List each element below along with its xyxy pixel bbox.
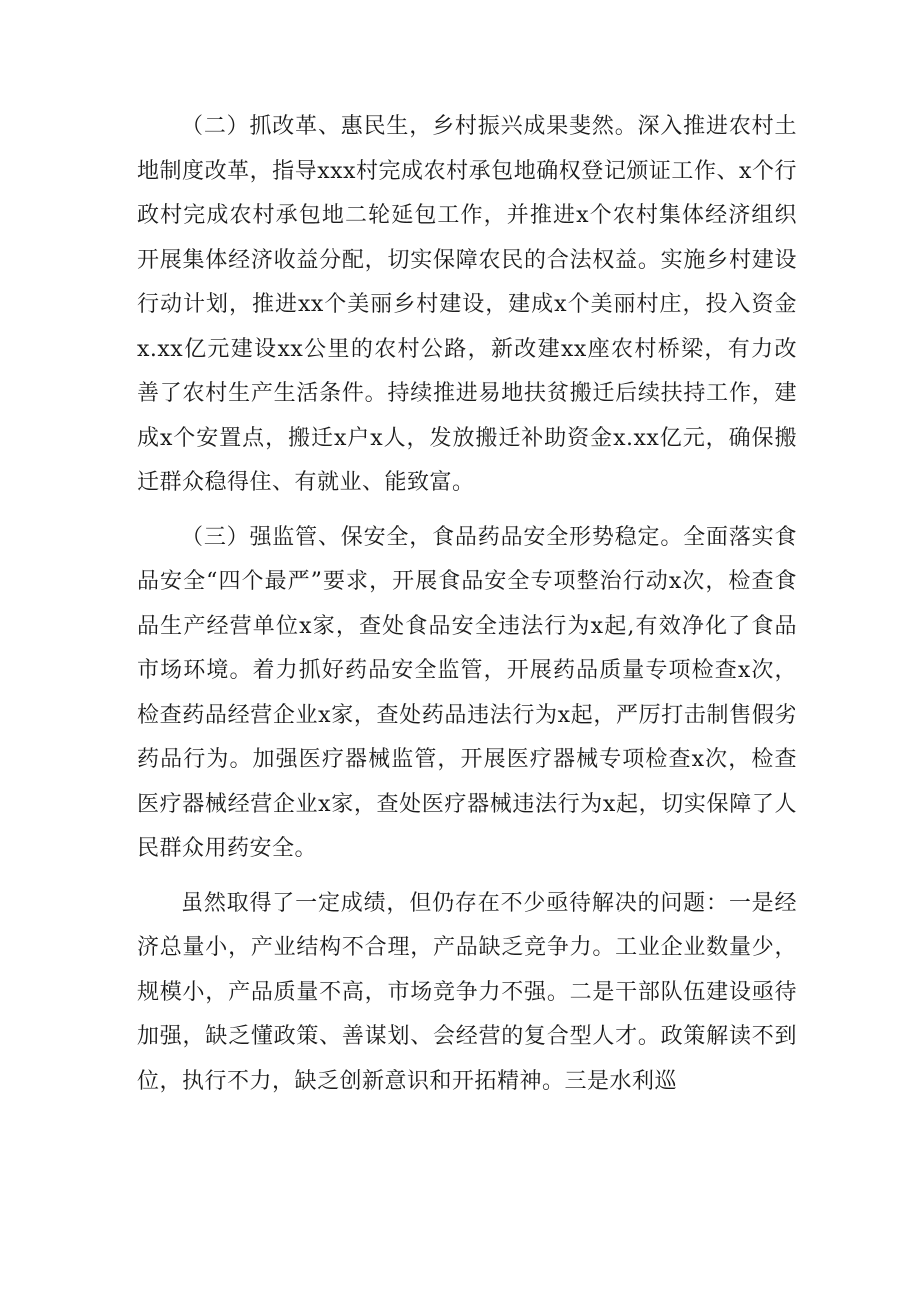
paragraph-rural-revitalization: （二）抓改革、惠民生，乡村振兴成果斐然。深入推进农村土地制度改革，指导xxx村完成农村承包地确权登记颁证工作、x个行政村完成农村承包地二轮延包工作，并推进x个农村集体经济组织开展集体经济收益分配，切实保障农民的合法权益。实施乡村建设行动计划，推进xx个美丽乡村建设，建成x个美丽村庄，投入资金x.xx亿元建设xx公里的农村公路，新改建xx座农村桥梁，有力改善了农村生产生活条件。持续推进易地扶贫搬迁后续扶持工作，建成x个安置点，搬迁x户x人，发放搬迁补助资金x.xx亿元，确保搬迁群众稳得住、有就业、能致富。 [137,114,797,495]
paragraph-problems: 虽然取得了一定成绩，但仍存在不少亟待解决的问题：一是经济总量小，产业结构不合理，产品缺乏竞争力。工业企业数量少，规模小，产品质量不高，市场竞争力不强。二是干部队伍建设亟待加强，缺乏懂政策、善谋划、会经营的复合型人才。政策解读不到位，执行不力，缺乏创新意识和开拓精神。三是水利巡 [137,890,797,1094]
document-body [137,105,797,1104]
paragraph-food-drug-safety: （三）强监管、保安全，食品药品安全形势稳定。全面落实食品安全“四个最严”要求，开展食品安全专项整治行动x次，检查食品生产经营单位x家，查处食品安全违法行为x起,有效净化了食品市场环境。着力抓好药品安全监管，开展药品质量专项检查x次，检查药品经营企业x家，查处药品违法行为x起，严厉打击制售假劣药品行为。加强医疗器械监管，开展医疗器械专项检查x次，检查医疗器械经营企业x家，查处医疗器械违法行为x起，切实保障了人民群众用药安全。 [137,524,797,861]
